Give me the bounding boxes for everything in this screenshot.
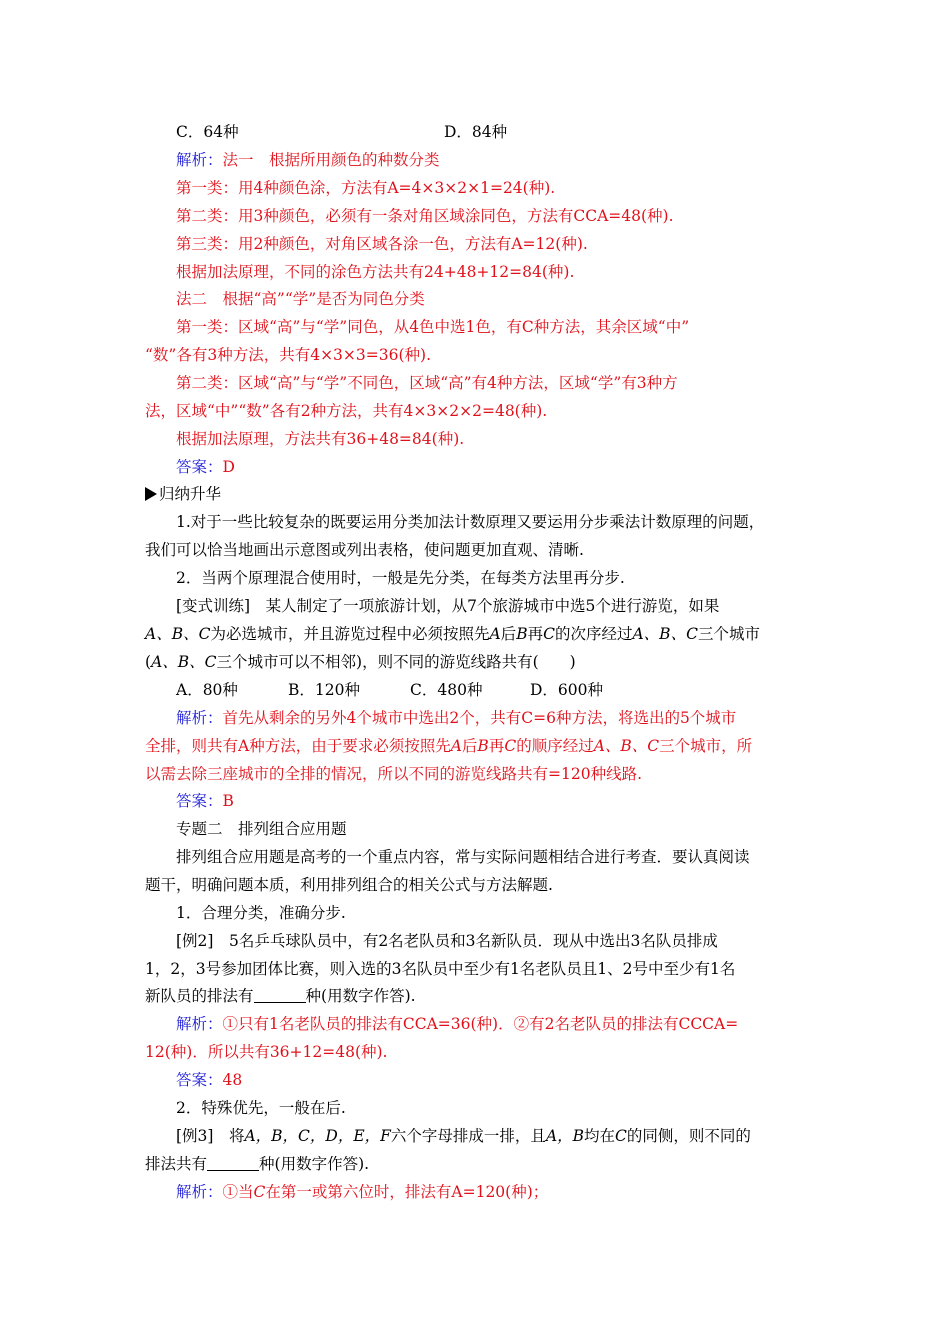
answer-value: 48 (222, 1071, 243, 1089)
answer-line (176, 457, 235, 477)
math-text: C (615, 1127, 627, 1145)
text: 六个字母排成一排，且 (390, 1127, 546, 1145)
solution-line: 法二 根据“高”“学”是否为同色分类 (176, 290, 425, 308)
paragraph-line: 1.对于一些比较复杂的既要运用分类加法计数原理又要运用分步乘法计数原理的问题， (176, 513, 765, 531)
math-text: A、B、C (632, 625, 698, 643)
answer-value: D (222, 458, 235, 476)
solution-line: 第三类：用2种颜色，对角区域各涂一色，方法有A=12(种). (176, 235, 588, 253)
text: ( (145, 653, 152, 671)
text: 后 (461, 737, 478, 755)
math-text: A、B、C (145, 625, 211, 643)
solution-line: “数”各有3种方法，共有4×3×3=36(种). (145, 346, 432, 364)
text: 全排，则共有A种方法，由于要求必须按照先 (145, 737, 451, 755)
options-row (176, 680, 238, 700)
solution-line: 第一类：区域“高”与“学”同色，从4色中选1色，有C种方法，其余区域“中” (176, 318, 690, 336)
math-text: A (489, 625, 501, 643)
text: 三个城市 (697, 625, 760, 643)
triangle-bullet-icon (145, 487, 157, 501)
math-text: A、B、C (151, 653, 217, 671)
text: 的同侧，则不同的 (626, 1127, 751, 1145)
subsection-title: 2．特殊优先，一般在后. (176, 1099, 346, 1117)
variant-line (145, 624, 760, 644)
topic-title: 专题二 排列组合应用题 (176, 820, 347, 838)
paragraph-line: 排列组合应用题是高考的一个重点内容，常与实际问题相结合进行考查．要认真阅读 (176, 848, 750, 866)
text: 新队员的排法有 (145, 987, 254, 1005)
solution-text: 首先从剩余的另外4个城市中选出2个，共有C=6种方法，将选出的5个城市 (222, 709, 737, 727)
solution-line: 第二类：区域“高”与“学”不同色，区域“高”有4种方法，区域“学”有3种方 (176, 374, 678, 392)
text: 种(用数字作答). (305, 987, 416, 1005)
text: 后 (500, 625, 517, 643)
answer-blank (207, 1156, 259, 1171)
variant-line: [变式训练] 某人制定了一项旅游计划，从7个旅游城市中选5个进行游览，如果 (176, 597, 720, 615)
math-text: B (477, 737, 489, 755)
text: 三个城市，所 (659, 737, 753, 755)
solution-label: 解析： (176, 1183, 223, 1201)
answer-value: B (222, 792, 234, 810)
math-text: A、B、C (593, 737, 660, 755)
option-d: D．84种 (444, 123, 508, 141)
math-text: C (504, 737, 517, 755)
solution-line: 根据加法原理，不同的涂色方法共有24+48+12=84(种). (176, 263, 575, 281)
option-c: C．64种 (176, 123, 239, 141)
solution-text: 在第一或第六位时，排法有A=120(种)； (265, 1183, 549, 1201)
text: 再 (527, 625, 544, 643)
solution-label: 解析： (176, 709, 223, 727)
solution-line (176, 1182, 548, 1202)
answer-label: 答案： (176, 1071, 223, 1089)
solution-line: 第二类：用3种颜色，必须有一条对角区域涂同色，方法有CCA=48(种). (176, 207, 674, 225)
text: 均在 (584, 1127, 616, 1145)
math-text: A，B，C，D，E，F (244, 1127, 391, 1145)
solution-text: 法一 根据所用颜色的种数分类 (222, 151, 440, 169)
option-c: C．480种 (410, 681, 483, 699)
solution-line: 根据加法原理，方法共有36+48=84(种). (176, 430, 465, 448)
subsection-title: 1．合理分类，准确分步. (176, 904, 346, 922)
answer-blank (254, 988, 306, 1003)
answer-line (176, 791, 234, 811)
text: 再 (488, 737, 505, 755)
text: 三个城市可以不相邻)，则不同的游览线路共有( ) (216, 653, 576, 671)
option-b: B．120种 (288, 681, 360, 699)
text: 的顺序经过 (516, 737, 594, 755)
section-heading (145, 484, 221, 504)
text: 为必选城市，并且游览过程中必须按照先 (210, 625, 490, 643)
example-line (145, 986, 416, 1006)
example-line: 1，2，3号参加团体比赛，则入选的3名队员中至少有1名老队员且1、2号中至少有1名 (145, 960, 736, 978)
solution-line (176, 1014, 738, 1034)
paragraph-line: 我们可以恰当地画出示意图或列出表格，使问题更加直观、清晰. (145, 541, 584, 559)
math-text: C (543, 625, 555, 643)
solution-line: 第一类：用4种颜色涂，方法有A=4×3×2×1=24(种). (176, 179, 556, 197)
text: 种(用数字作答). (259, 1155, 370, 1173)
solution-text: ①只有1名老队员的排法有CCA=36(种)．②有2名老队员的排法有CCCA= (222, 1015, 739, 1033)
solution-label: 解析： (176, 151, 223, 169)
solution-line: 法，区域“中”“数”各有2种方法，共有4×3×2×2=48(种). (145, 402, 548, 420)
math-text: B (516, 625, 528, 643)
math-text: C (253, 1183, 266, 1201)
summary-title: 归纳升华 (159, 485, 222, 503)
paragraph-line: 题干，明确问题本质，利用排列组合的相关公式与方法解题. (145, 876, 553, 894)
paragraph-line: 2．当两个原理混合使用时，一般是先分类，在每类方法里再分步. (176, 569, 625, 587)
example-line (145, 1154, 369, 1174)
variant-line (145, 652, 576, 672)
example-line: [例2] 5名乒乓球队员中，有2名老队员和3名新队员．现从中选出3名队员排成 (176, 932, 718, 950)
answer-line (176, 1070, 242, 1090)
solution-text: ①当 (222, 1183, 254, 1201)
text: 排法共有 (145, 1155, 208, 1173)
solution-line: 以需去除三座城市的全排的情况，所以不同的游览线路共有=120种线路. (145, 765, 643, 783)
answer-label: 答案： (176, 792, 223, 810)
answer-label: 答案： (176, 458, 223, 476)
text: 的次序经过 (554, 625, 633, 643)
solution-line (145, 736, 752, 756)
solution-line: 12(种)．所以共有36+12=48(种). (145, 1043, 388, 1061)
text: [例3] 将 (176, 1127, 245, 1145)
math-text: A，B (545, 1127, 585, 1145)
option-a: A．80种 (176, 681, 238, 699)
option-d: D．600种 (530, 681, 604, 699)
solution-line (176, 708, 736, 728)
math-text: A (450, 737, 462, 755)
example-line (176, 1126, 751, 1146)
solution-label: 解析： (176, 1015, 223, 1033)
solution-line (176, 150, 440, 170)
